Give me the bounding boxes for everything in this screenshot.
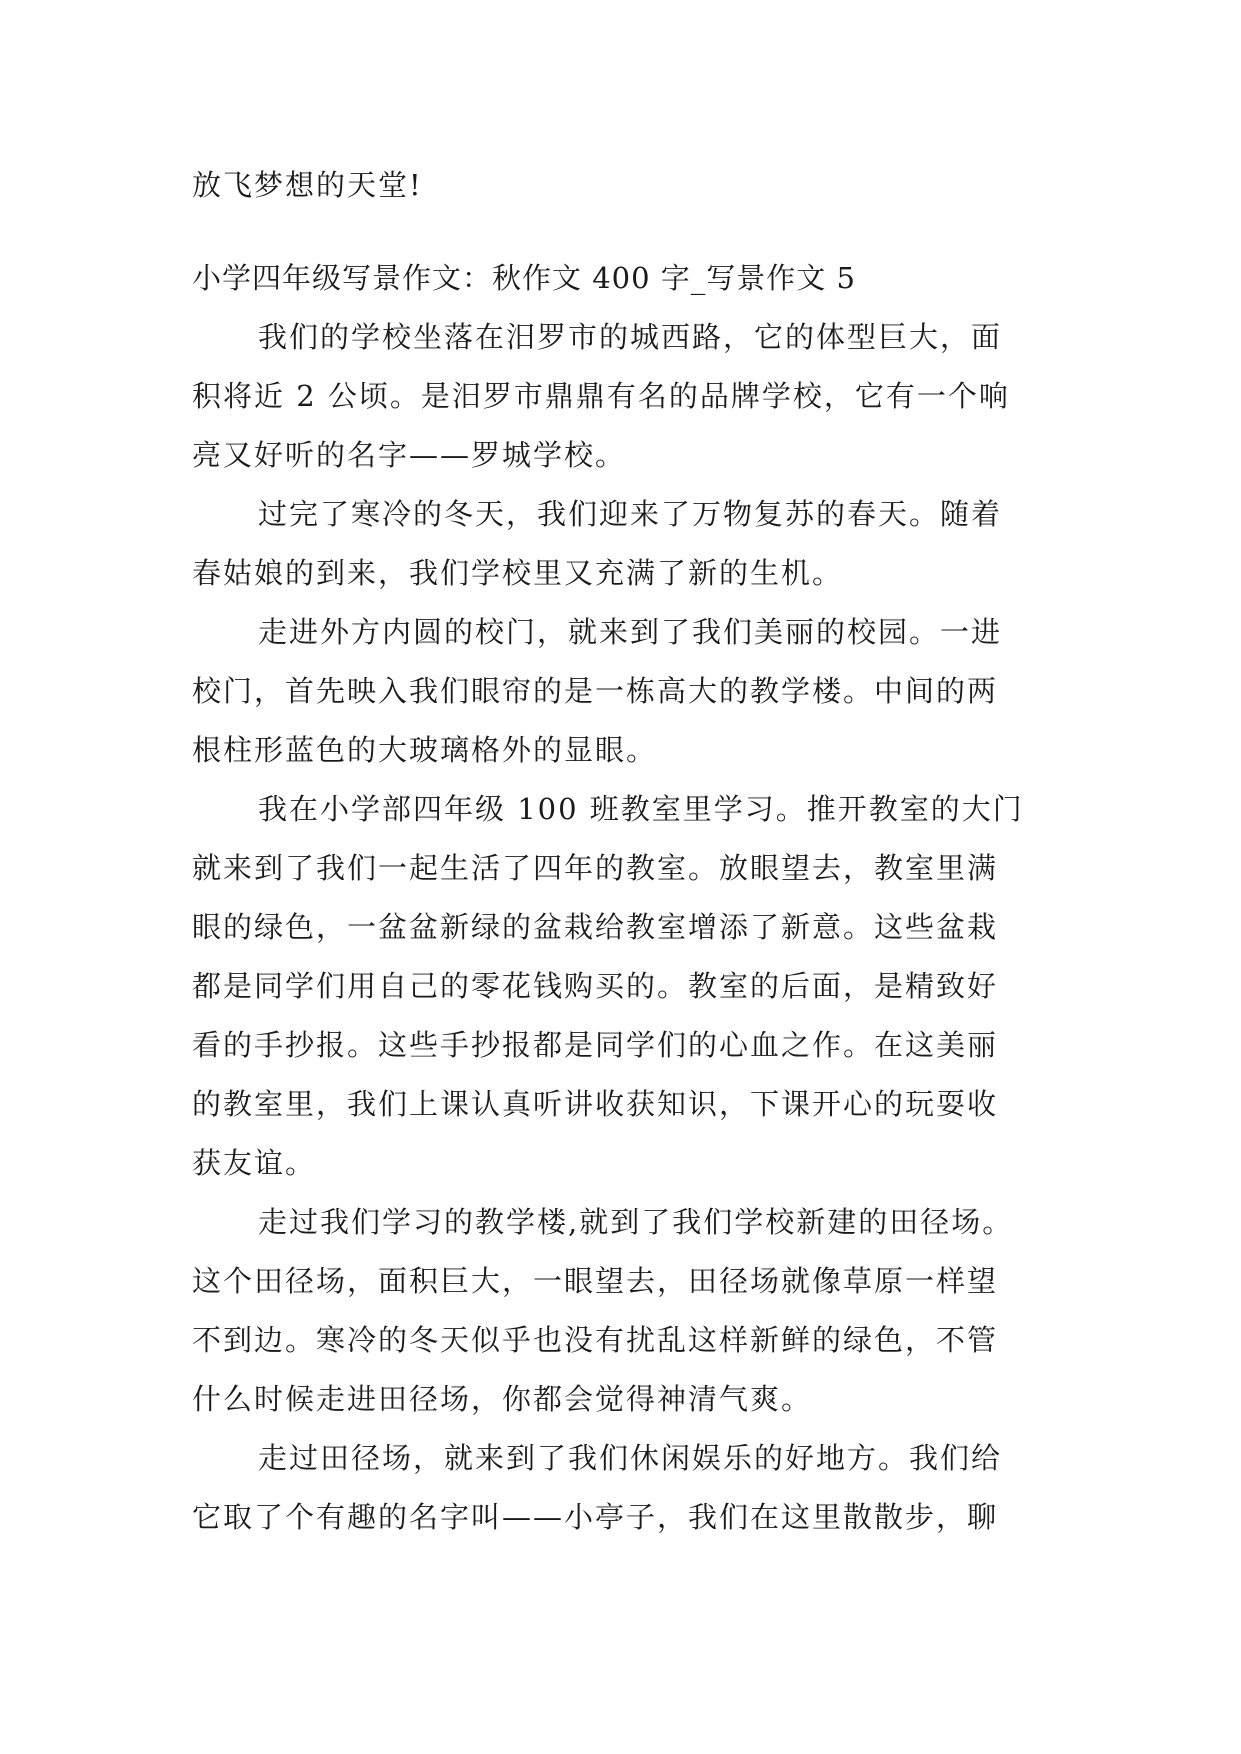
paragraph-1-line-3: 亮又好听的名字——罗城学校。 [192,438,627,472]
paragraph-4-line-5: 看的手抄报。这些手抄报都是同学们的心血之作。在这美丽 [192,1028,999,1062]
paragraph-6-line-2: 它取了个有趣的名字叫——小亭子，我们在这里散散步，聊 [192,1500,999,1534]
paragraph-1-line-1: 我们的学校坐落在汨罗市的城西路，它的体型巨大，面 [258,320,1003,354]
paragraph-4-line-7: 获友谊。 [192,1146,317,1180]
paragraph-4-line-3: 眼的绿色，一盆盆新绿的盆栽给教室增添了新意。这些盆栽 [192,910,999,944]
paragraph-3-line-1: 走进外方内圆的校门，就来到了我们美丽的校园。一进 [258,615,1003,649]
paragraph-6-line-1: 走过田径场，就来到了我们休闲娱乐的好地方。我们给 [258,1441,1003,1475]
paragraph-4-line-1: 我在小学部四年级 100 班教室里学习。推开教室的大门 [258,792,1024,826]
paragraph-2-line-2: 春姑娘的到来，我们学校里又充满了新的生机。 [192,556,844,590]
paragraph-5-line-3: 不到边。寒冷的冬天似乎也没有扰乱这样新鲜的绿色，不管 [192,1323,999,1357]
paragraph-2-line-1: 过完了寒冷的冬天，我们迎来了万物复苏的春天。随着 [258,497,1003,531]
closing-line: 放飞梦想的天堂! [192,168,423,202]
document-body [192,156,1054,1547]
paragraph-5-line-1: 走过我们学习的教学楼,就到了我们学校新建的田径场。 [258,1205,1014,1239]
paragraph-4-line-4: 都是同学们用自己的零花钱购买的。教室的后面，是精致好 [192,969,999,1003]
paragraph-3-line-3: 根柱形蓝色的大玻璃格外的显眼。 [192,733,658,767]
paragraph-4-line-6: 的教室里，我们上课认真听讲收获知识，下课开心的玩耍收 [192,1087,999,1121]
paragraph-5-line-2: 这个田径场，面积巨大，一眼望去，田径场就像草原一样望 [192,1264,999,1298]
paragraph-1-line-2: 积将近 2 公顷。是汨罗市鼎鼎有名的品牌学校，它有一个响 [192,379,1010,413]
paragraph-5-line-4: 什么时候走进田径场，你都会觉得神清气爽。 [192,1382,813,1416]
paragraph-4-line-2: 就来到了我们一起生活了四年的教室。放眼望去，教室里满 [192,851,999,885]
essay-title: 小学四年级写景作文：秋作文 400 字_写景作文 5 [192,261,856,295]
paragraph-3-line-2: 校门，首先映入我们眼帘的是一栋高大的教学楼。中间的两 [192,674,999,708]
